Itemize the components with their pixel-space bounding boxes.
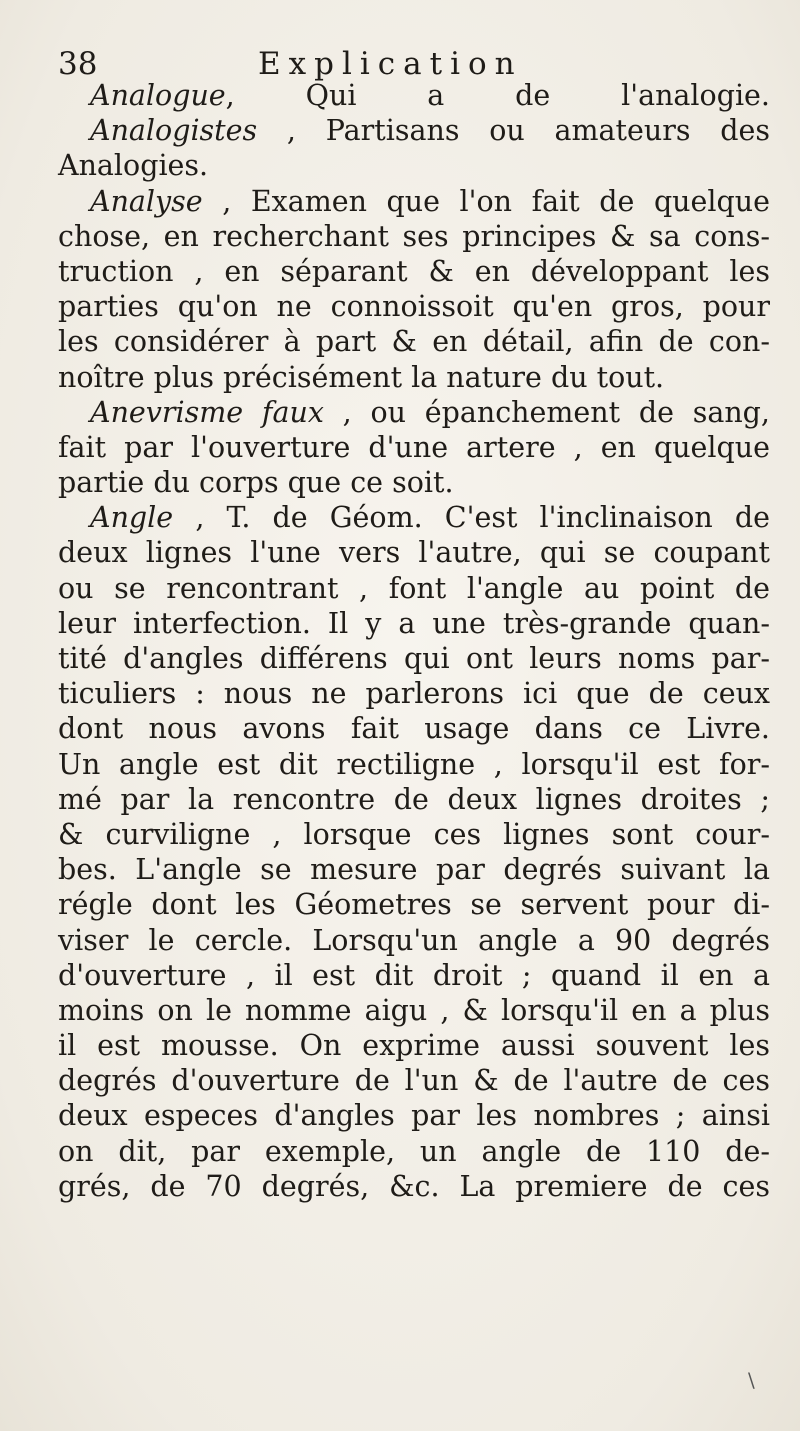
text-line: [58, 184, 770, 219]
line-text: fait par l'ouverture d'une artere , en quelque: [58, 430, 770, 464]
line-text: mé par la rencontre de deux lignes droites ;: [58, 782, 770, 816]
text-line: [58, 360, 770, 395]
running-head: Explication: [258, 46, 523, 82]
text-line: [58, 1098, 770, 1133]
line-text: bes. L'angle se mesure par degrés suivant la: [58, 853, 770, 887]
line-text: d'ouverture , il est dit droit ; quand il en a: [58, 958, 770, 992]
text-line: [58, 324, 770, 359]
page-number: 38: [58, 46, 98, 82]
line-text: les considérer à part & en détail, afin de con-: [58, 325, 770, 359]
line-text: viser le cercle. Lorsqu'un angle a 90 degrés: [58, 923, 770, 957]
line-text: noître plus précisément la nature du tout.: [58, 360, 665, 394]
text-line: [58, 500, 770, 535]
line-text: , Qui a de l'analogie.: [225, 79, 770, 112]
text-line: [58, 852, 770, 887]
text-line: [58, 254, 770, 289]
text-line: [58, 535, 770, 570]
line-text: , T. de Géom. C'est l'inclinaison de: [173, 501, 770, 535]
line-text: parties qu'on ne connoissoit qu'en gros, pour: [58, 290, 770, 324]
line-text: , ou épanchement de sang,: [323, 395, 770, 429]
line-text: il est mousse. On exprime aussi souvent les: [58, 1029, 770, 1063]
line-text: dont nous avons fait usage dans ce Livre.: [58, 712, 770, 746]
entry-term: Angle: [90, 501, 174, 535]
text-line: [58, 747, 770, 782]
entry-term: Analyse: [90, 184, 203, 218]
text-line: [58, 395, 770, 430]
line-text: Un angle est dit rectiligne , lorsqu'il est for-: [58, 747, 770, 781]
text-line: [58, 1028, 770, 1063]
entry-term: Anevrisme faux: [90, 395, 324, 429]
line-text: régle dont les Géometres se servent pour di-: [58, 888, 770, 922]
text-line: [58, 641, 770, 676]
text-line: [58, 782, 770, 817]
entry-term: Analogue: [90, 79, 226, 112]
line-text: moins on le nomme aigu , & lorsqu'il en a plus: [58, 993, 770, 1027]
text-line: [58, 289, 770, 324]
line-text: chose, en recherchant ses principes & sa cons-: [58, 219, 770, 253]
line-text: , Examen que l'on fait de quelque: [202, 184, 770, 218]
line-text: partie du corps que ce soit.: [58, 466, 454, 500]
text-line: [58, 1063, 770, 1098]
line-text: , Partisans ou amateurs des: [257, 114, 770, 148]
line-text: ou se rencontrant , font l'angle au point de: [58, 571, 770, 605]
footer-mark: \: [748, 1368, 755, 1392]
line-text: on dit, par exemple, un angle de 110 de-: [58, 1134, 770, 1168]
text-line: [58, 676, 770, 711]
text-line: [58, 993, 770, 1028]
entry-term: Analogistes: [90, 114, 258, 148]
text-line: [58, 711, 770, 746]
line-text: grés, de 70 degrés, &c. La premiere de ces: [58, 1169, 770, 1203]
glossary-text: [58, 78, 770, 1204]
line-text: deux especes d'angles par les nombres ; ainsi: [58, 1099, 770, 1133]
text-line: [58, 219, 770, 254]
line-text: tité d'angles différens qui ont leurs noms par-: [58, 642, 770, 675]
text-line: [58, 113, 770, 148]
text-line: [58, 430, 770, 465]
text-line: [58, 78, 770, 113]
line-text: degrés d'ouverture de l'un & de l'autre de ces: [58, 1064, 770, 1098]
line-text: leur interfection. Il y a une très-grande quan-: [58, 606, 770, 640]
line-text: & curviligne , lorsque ces lignes sont cour-: [58, 817, 770, 851]
text-line: [58, 148, 770, 183]
text-line: [58, 606, 770, 641]
text-line: [58, 465, 770, 500]
text-line: [58, 1169, 770, 1204]
text-line: [58, 887, 770, 922]
text-line: [58, 923, 770, 958]
line-text: truction , en séparant & en développant les: [58, 254, 770, 288]
text-line: [58, 571, 770, 606]
text-line: [58, 1134, 770, 1169]
line-text: deux lignes l'une vers l'autre, qui se coupant: [58, 536, 770, 570]
line-text: Analogies.: [58, 149, 209, 183]
text-line: [58, 958, 770, 993]
line-text: ticuliers : nous ne parlerons ici que de ceux: [58, 677, 770, 711]
text-line: [58, 817, 770, 852]
